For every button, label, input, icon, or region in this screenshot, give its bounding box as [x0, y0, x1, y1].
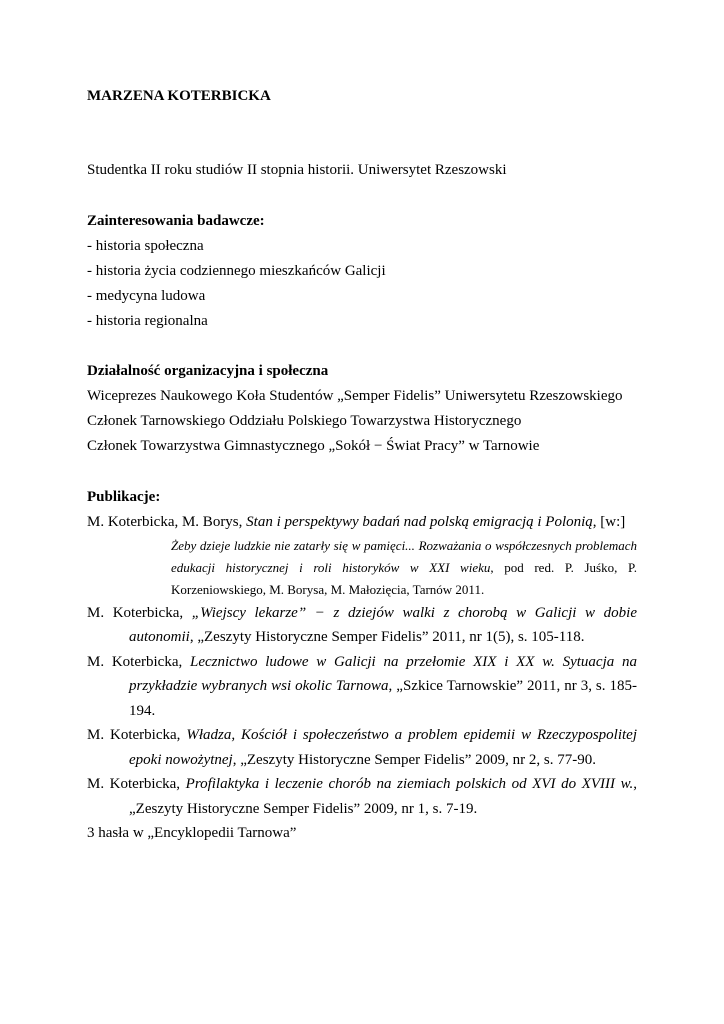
activity-item: Członek Towarzystwa Gimnastycznego „Sokół − Świat Pracy” w Tarnowie: [87, 438, 540, 454]
activity-section: [87, 359, 637, 459]
publication-item: [87, 723, 637, 772]
publication-authors: M. Koterbicka,: [87, 653, 190, 670]
author-name: MARZENA KOTERBICKA: [87, 88, 271, 104]
publication-title: Stan i perspektywy badań nad polską emigracją i Polonią: [246, 514, 593, 530]
publication-details: , „Zeszyty Historyczne Semper Fidelis” 2009, nr 1, s. 7-19.: [129, 776, 637, 817]
publication-item: [87, 772, 637, 821]
publication-title: Profilaktyka i leczenie chorób na ziemiach polskich od XVI do XVIII w.: [185, 776, 634, 792]
publication-authors: M. Koterbicka,: [87, 604, 192, 621]
activity-heading: Działalność organizacyjna i społeczna: [87, 363, 329, 379]
publication-authors: M. Koterbicka,: [87, 727, 187, 743]
publication-authors: M. Koterbicka, M. Borys,: [87, 514, 247, 530]
encyclopedia-entries: 3 hasła w „Encyklopedii Tarnowa”: [87, 825, 297, 841]
publication-subentry: [129, 535, 637, 601]
publication-authors: M. Koterbicka,: [87, 776, 186, 792]
publications-heading: Publikacje:: [87, 489, 161, 505]
publication-item: [87, 650, 637, 724]
interest-item: - medycyna ludowa: [87, 288, 206, 304]
publication-book-details: , pod red. P. Juśko, P. Korzeniowskiego, M. Borysa, M. Małozięcia, Tarnów 2011.: [171, 559, 637, 597]
publication-title: Lecznictwo ludowe w Galicji na przełomie XIX i XX w. Sytuacja na przykładzie wybranych wsi okolic Tarnowa: [129, 653, 637, 694]
interests-heading: Zainteresowania badawcze:: [87, 213, 265, 229]
publication-book-title: Żeby dzieje ludzkie nie zatarły się w pamięci... Rozważania o współczesnych problemach edukacji historycznej i roli historyków w XXI wieku: [171, 537, 637, 575]
activity-item: Wiceprezes Naukowego Koła Studentów „Semper Fidelis” Uniwersytetu Rzeszowskiego: [87, 388, 623, 404]
activity-item: Członek Tarnowskiego Oddziału Polskiego Towarzystwa Historycznego: [87, 413, 522, 429]
publication-details: , „Zeszyty Historyczne Semper Fidelis” 2011, nr 1(5), s. 105-118.: [189, 629, 585, 645]
publication-title: „Wiejscy lekarze” − z dziejów walki z chorobą w Galicji w dobie autonomii: [129, 604, 637, 645]
publications-section: [87, 485, 637, 846]
interest-item: - historia regionalna: [87, 313, 208, 329]
publication-title: Władza, Kościół i społeczeństwo a problem epidemii w Rzeczypospolitej epoki nowożytnej: [129, 727, 637, 768]
publication-details: , „Szkice Tarnowskie” 2011, nr 3, s. 185-194.: [129, 678, 637, 719]
student-status: Studentka II roku studiów II stopnia historii. Uniwersytet Rzeszowski: [87, 162, 507, 178]
interest-item: - historia społeczna: [87, 238, 204, 254]
publication-item: [87, 510, 637, 601]
publication-details: , „Zeszyty Historyczne Semper Fidelis” 2009, nr 2, s. 77-90.: [232, 751, 596, 768]
interest-item: - historia życia codziennego mieszkańców Galicji: [87, 263, 386, 279]
interests-section: [87, 209, 637, 334]
publication-details: , [w:]: [592, 514, 626, 530]
publication-item: [87, 601, 637, 650]
